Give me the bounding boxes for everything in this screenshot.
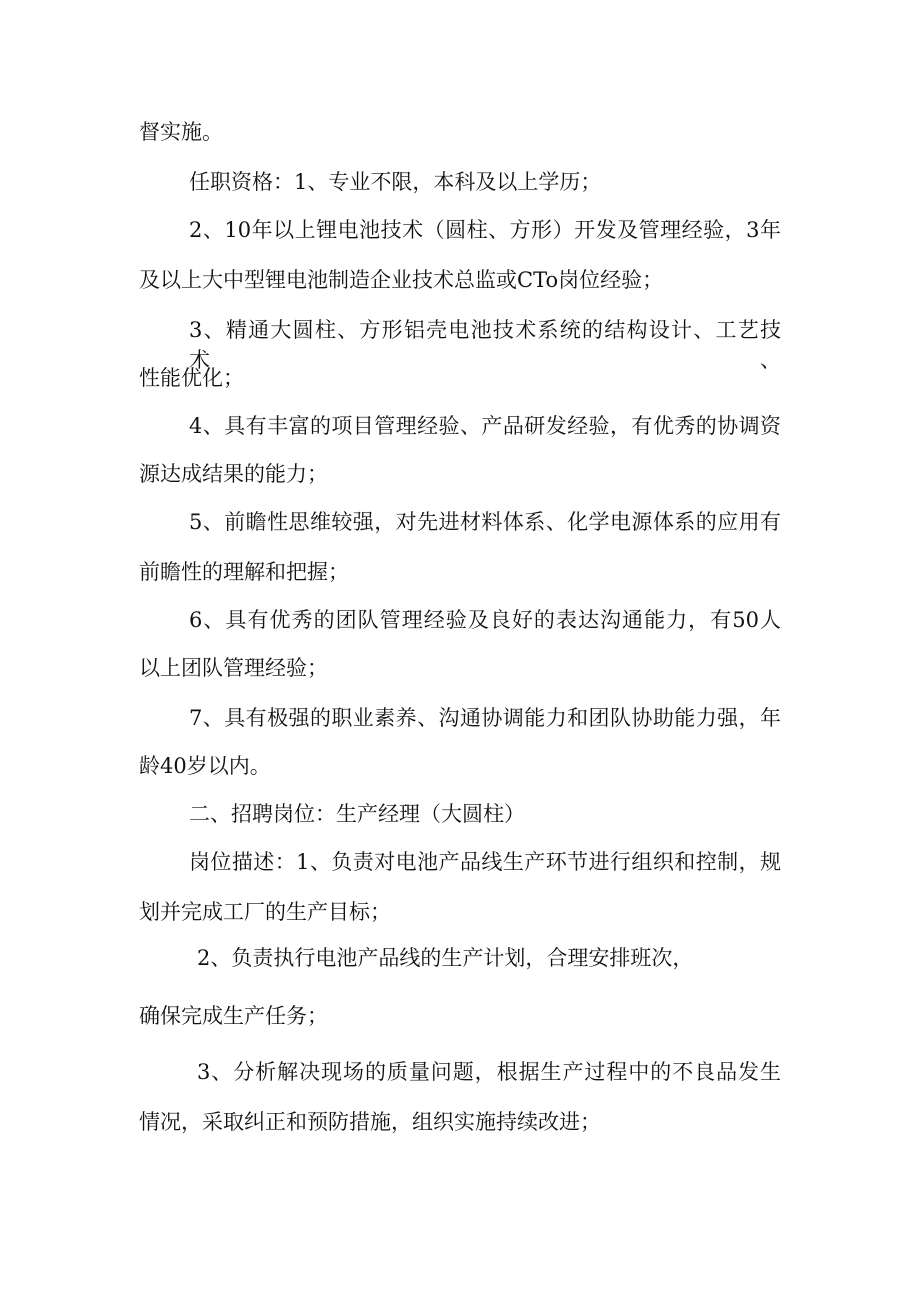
text-line-8: 源达成结果的能力； (139, 462, 328, 486)
text-line-9: 5、前瞻性思维较强，对先进材料体系、化学电源体系的应用有 (189, 510, 781, 534)
text-line-20: 3、分析解决现场的质量问题，根据生产过程中的不良品发生 (197, 1060, 781, 1084)
text-line-17: 划并完成工厂的生产目标； (139, 900, 391, 924)
text-line-3: 2、10年以上锂电池技术（圆柱、方形）开发及管理经验，3年 (189, 218, 781, 242)
text-line-11: 6、具有优秀的团队管理经验及良好的表达沟通能力，有50人 (189, 608, 781, 632)
text-line-7: 4、具有丰富的项目管理经验、产品研发经验，有优秀的协调资 (189, 414, 781, 438)
text-line-6: 性能优化； (139, 366, 244, 390)
text-line-5: 3、精通大圆柱、方形铝壳电池技术系统的结构设计、工艺技术、 (189, 318, 781, 372)
text-line-1: 督实施。 (139, 120, 223, 144)
section-heading: 二、招聘岗位：生产经理（大圆柱） (189, 802, 525, 826)
text-line-2: 任职资格：1、专业不限，本科及以上学历； (189, 170, 602, 194)
text-line-21: 情况，采取纠正和预防措施，组织实施持续改进； (139, 1110, 601, 1134)
text-line-12: 以上团队管理经验； (139, 656, 328, 680)
text-line-19: 确保完成生产任务； (139, 1004, 328, 1028)
text-line-4: 及以上大中型锂电池制造企业技术总监或CTo岗位经验； (139, 268, 664, 292)
text-line-10: 前瞻性的理解和把握； (139, 560, 349, 584)
text-line-16: 岗位描述：1、负责对电池产品线生产环节进行组织和控制，规 (189, 850, 781, 874)
text-line-13: 7、具有极强的职业素养、沟通协调能力和团队协助能力强，年 (189, 706, 781, 730)
text-line-14: 龄40岁以内。 (139, 754, 271, 778)
text-line-18: 2、负责执行电池产品线的生产计划，合理安排班次， (197, 946, 694, 970)
